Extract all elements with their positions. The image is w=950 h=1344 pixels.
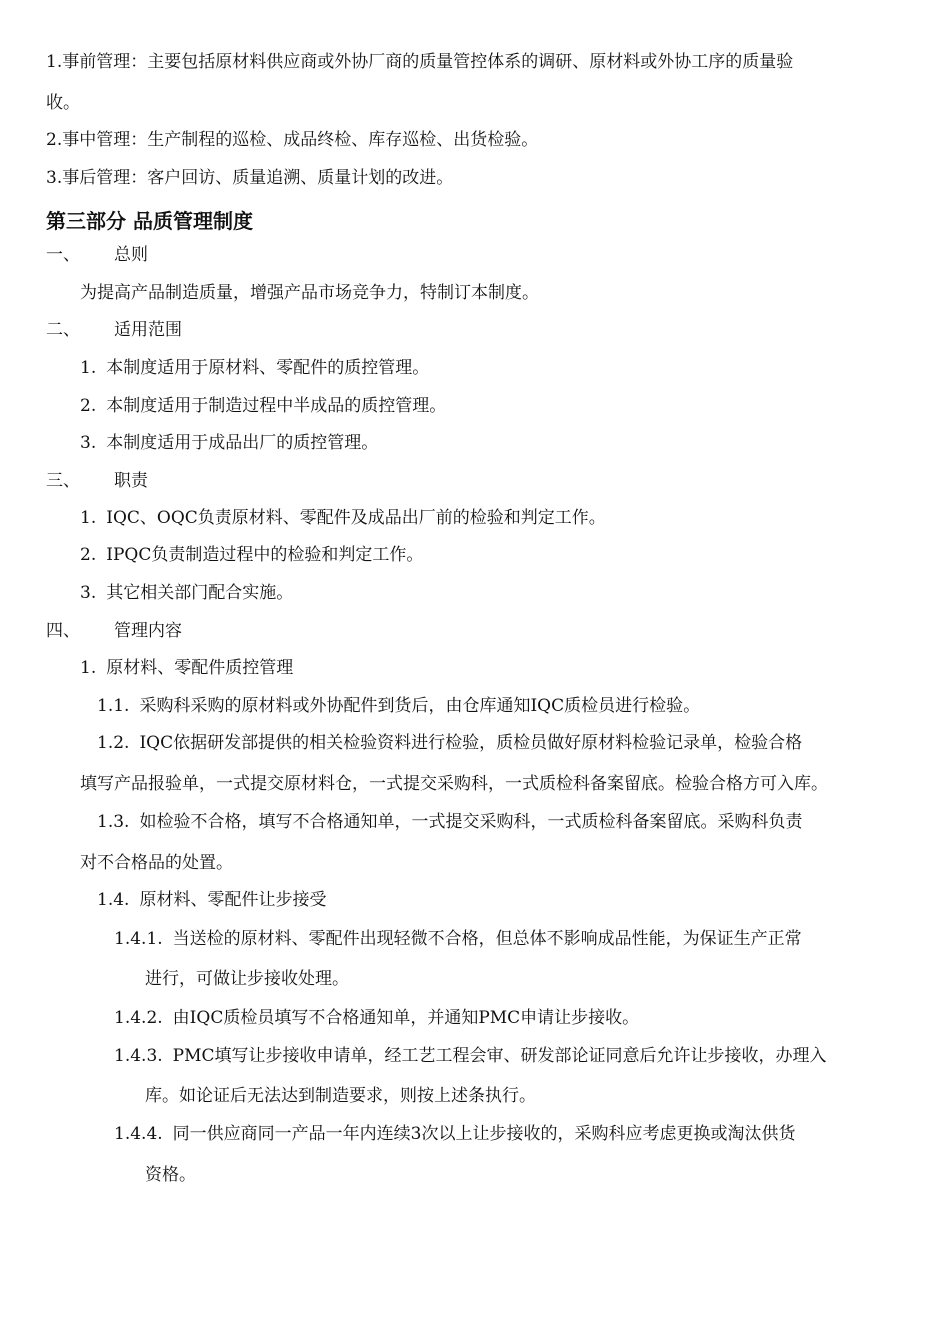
part-three-heading: 第三部分 品质管理制度 [46,209,253,233]
mid-management-line: 2.事中管理：生产制程的巡检、成品终检、库存巡检、出货检验。 [46,130,539,150]
clause-1-1: 1.1. 采购科采购的原材料或外协配件到货后，由仓库通知IQC质检员进行检验。 [97,696,701,716]
section-2-item-2: 2. 本制度适用于制造过程中半成品的质控管理。 [80,396,447,416]
clause-1-4: 1.4. 原材料、零配件让步接受 [97,890,327,910]
clause-1-2: 1.2. IQC依据研发部提供的相关检验资料进行检验，质检员做好原材料检验记录单，检验合格 [97,733,803,753]
section-4-title: 管理内容 [114,621,182,641]
section-3-number: 三、 [46,471,80,491]
section-1-number: 一、 [46,245,80,265]
section-1-title: 总则 [114,245,148,265]
clause-1-4-2: 1.4.2. 由IQC质检员填写不合格通知单，并通知PMC申请让步接收。 [114,1008,640,1028]
section-3-item-2: 2. IPQC负责制造过程中的检验和判定工作。 [80,545,424,565]
clause-1-3-cont: 对不合格品的处置。 [80,853,233,873]
section-2-title: 适用范围 [114,320,182,340]
section-4-number: 四、 [46,621,80,641]
clause-1-3: 1.3. 如检验不合格，填写不合格通知单，一式提交采购科，一式质检科备案留底。采购科负责 [97,812,803,832]
section-2-item-3: 3. 本制度适用于成品出厂的质控管理。 [80,433,379,453]
post-management-line: 3.事后管理：客户回访、质量追溯、质量计划的改进。 [46,168,454,188]
section-1-text: 为提高产品制造质量，增强产品市场竞争力，特制订本制度。 [80,283,539,303]
clause-1-4-4-cont: 资格。 [145,1165,196,1185]
clause-1-4-3: 1.4.3. PMC填写让步接收申请单，经工艺工程会审、研发部论证同意后允许让步接收，办理入 [114,1046,827,1066]
section-3-item-1: 1. IQC、OQC负责原材料、零配件及成品出厂前的检验和判定工作。 [80,508,606,528]
clause-1-4-1: 1.4.1. 当送检的原材料、零配件出现轻微不合格，但总体不影响成品性能，为保证生产正常 [114,929,802,949]
clause-1-4-3-cont: 库。如论证后无法达到制造要求，则按上述条执行。 [145,1086,536,1106]
section-2-number: 二、 [46,320,80,340]
pre-management-line: 1.事前管理：主要包括原材料供应商或外协厂商的质量管控体系的调研、原材料或外协工序的质量验 [46,52,794,72]
pre-management-line-cont: 收。 [46,93,80,113]
section-3-title: 职责 [114,471,148,491]
section-4-sub-1: 1. 原材料、零配件质控管理 [80,658,294,678]
clause-1-4-1-cont: 进行，可做让步接收处理。 [145,969,349,989]
section-3-item-3: 3. 其它相关部门配合实施。 [80,583,294,603]
section-2-item-1: 1. 本制度适用于原材料、零配件的质控管理。 [80,358,430,378]
clause-1-2-cont: 填写产品报验单，一式提交原材料仓，一式提交采购科，一式质检科备案留底。检验合格方可入库。 [80,774,828,794]
clause-1-4-4: 1.4.4. 同一供应商同一产品一年内连续3次以上让步接收的，采购科应考虑更换或淘汰供货 [114,1124,796,1144]
